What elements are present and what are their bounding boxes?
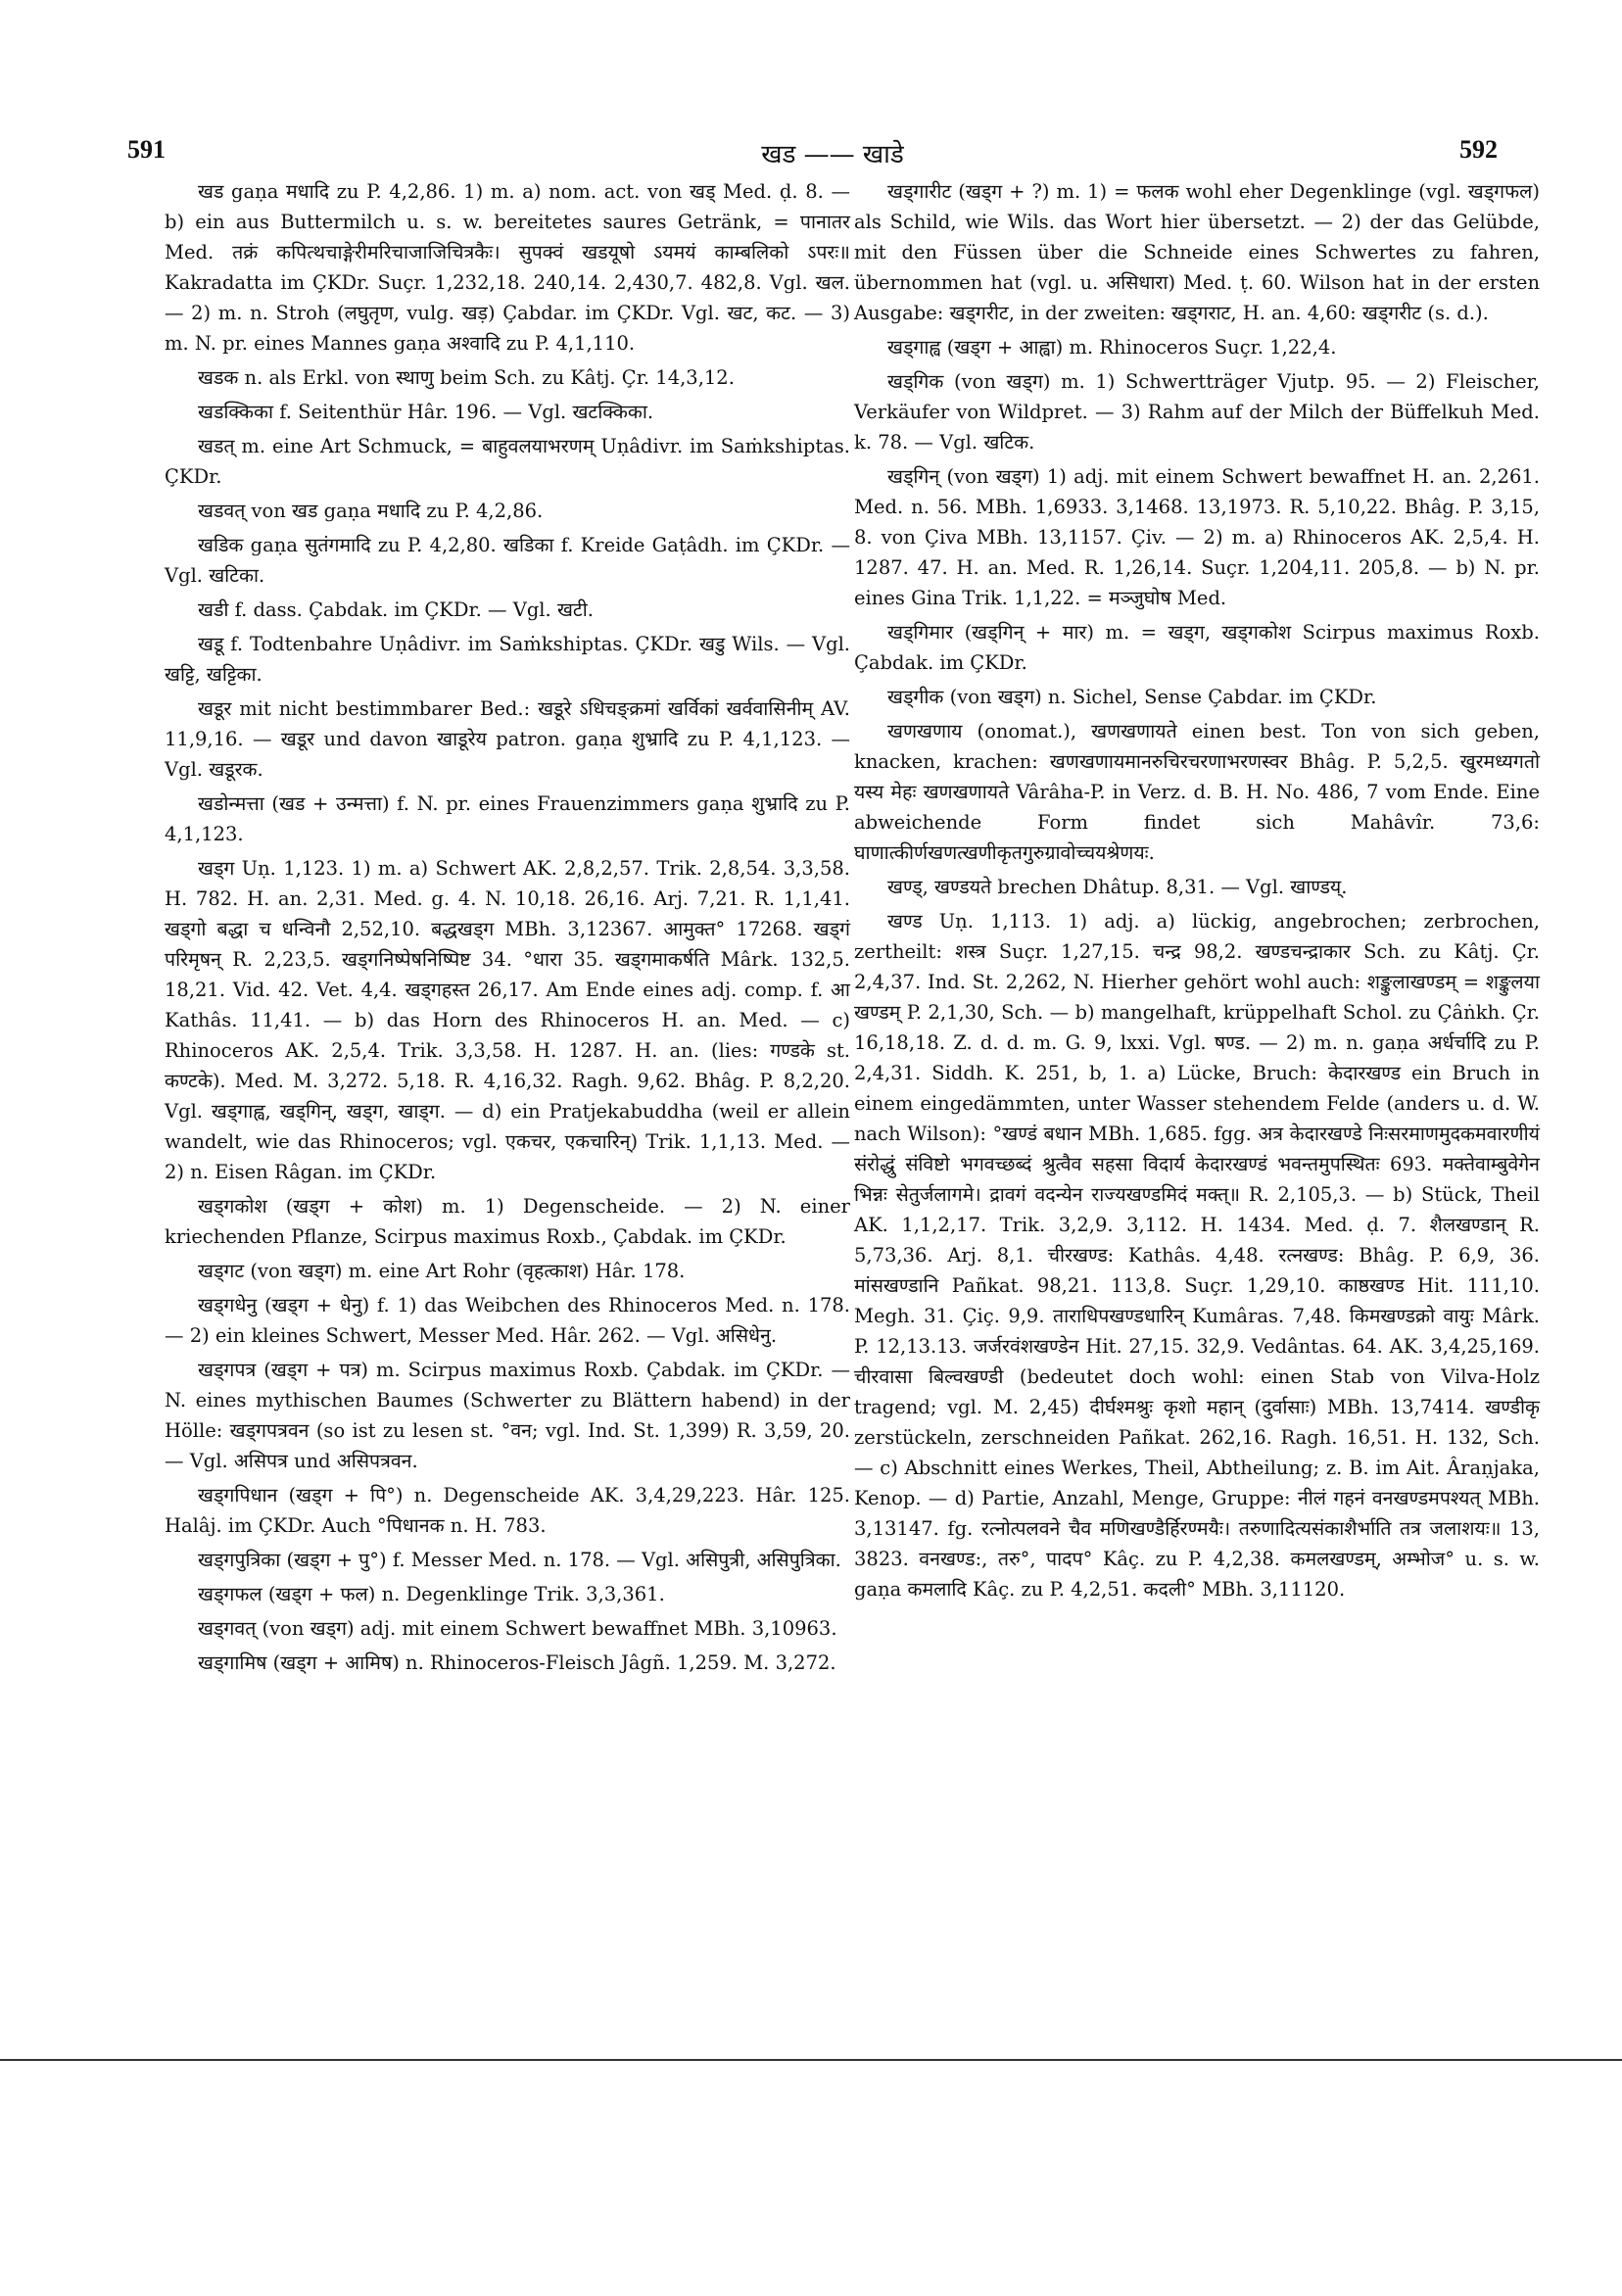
dictionary-entry: खड्गधेनु (खड्ग + धेनु) f. 1) das Weibchen des Rhinoceros Med. n. 178. — 2) ein kleines Schwert, Messer Med. Hâr. 262. — Vgl. असिधेनु. (165, 1294, 850, 1347)
dictionary-entry: खड्गिमार (खड्गिन् + मार) m. = खड्ग, खड्गकोश Scirpus maximus Roxb. Çabdak. im ÇKDr. (854, 621, 1540, 674)
dictionary-entry: खणखणाय (onomat.), खणखणायते einen best. Ton von sich geben, knacken, krachen: खणखणायमानरुचिरचरणाभरणस्वर Bhâg. P. 5,2,5. खुरमध्यगतो यस्य मेहः खणखणायते Vârâha-P. in Verz. d. B. H. No. 486, 7 vom Ende. Eine abweichende Form findet sich Mahâvîr. 73,6: घाणात्कीर्णखणत्खणीकृतगुरुग्रावोच्चयश्रेणयः. (854, 720, 1540, 864)
dictionary-entry: खड्गवत् (von खड्ग) adj. mit einem Schwert bewaffnet MBh. 3,10963. (198, 1617, 837, 1640)
dictionary-entry: खडोन्मत्ता (खड + उन्मत्ता) f. N. pr. eines Frauenzimmers gaṇa शुभ्रादि zu P. 4,1,123. (165, 792, 850, 845)
dictionary-entry: खड्गपुत्रिका (खड्ग + पु°) f. Messer Med. n. 178. — Vgl. असिपुत्री, असिपुत्रिका. (198, 1549, 841, 1571)
dictionary-entry: खड्गट (von खड्ग) m. eine Art Rohr (वृहत्काश) Hâr. 178. (198, 1260, 686, 1282)
dictionary-entry: खण्ड Uṇ. 1,113. 1) adj. a) lückig, angebrochen; zerbrochen, zertheilt: शस्त्र Suçr. 1,27,15. चन्द्र 98,2. खण्डचन्द्राकार Sch. zu Kâtj. Çr. 2,4,37. Ind. St. 2,262, N. Hierher gehört wohl auch: शङ्कुलाखण्डम् = शङ्कुलया खण्डम् P. 2,1,30, Sch. — b) mangelhaft, krüppelhaft Schol. zu Çâṅkh. Çr. 16,18,18. Z. d. d. m. G. 9, lxxi. Vgl. षण्ड. — 2) m. n. gaṇa अर्धर्चादि zu P. 2,4,31. Siddh. K. 251, b, 1. a) Lücke, Bruch: केदारखण्ड ein Bruch in einem eingedämmten, unter Wasser stehendem Felde (anders u. d. W. nach Wilson): °खण्डं बधान MBh. 1,685. fgg. अत्र केदारखण्डे निःसरमाणमुदकमवारणीयं संरोद्धुं संविष्टो भगवच्छब्दं श्रुत्वैव सहसा विदार्य केदारखण्डं भवन्तमुपस्थितः 693. मक्तेवाम्बुवेगेन भिन्नः सेतुर्जलागमे। द्रावगं वदन्येन राज्यखण्डमिदं मक्त्॥ R. 2,105,3. — b) Stück, Theil AK. 1,1,2,17. Trik. 3,2,9. 3,112. H. 1434. Med. ḍ. 7. शैलखण्डान् R. 5,73,36. Arj. 8,1. चीरखण्ड: Kathâs. 4,48. रत्नखण्ड: Bhâg. P. 6,9, 36. मांसखण्डानि Pañkat. 98,21. 113,8. Suçr. 1,29,10. काष्ठखण्ड Hit. 111,10. Megh. 31. Çiç. 9,9. ताराधिपखण्डधारिन् Kumâras. 7,48. किमखण्डक्रो वायुः Mârk. P. 12,13.13. जर्जरवंशखण्डेन Hit. 27,15. 32,9. Vedântas. 64. AK. 3,4,25,169. चीरवासा बिल्वखण्डी (bedeutet doch wohl: einen Stab von Vilva-Holz tragend; vgl. M. 2,45) दीर्घश्मश्रुः कृशो महान् (दुर्वासाः) MBh. 13,7414. खण्डीकृ zerstückeln, zerschneiden Pañkat. 262,16. Ragh. 16,51. H. 132, Sch. — c) Abschnitt eines Werkes, Theil, Abtheilung; z. B. im Ait. Âraṇjaka, Kenop. — d) Partie, Anzahl, Menge, Gruppe: नीलं गहनं वनखण्डमपश्यत् MBh. 3,13147. fg. रत्नोत्पलवने चैव मणिखण्डैर्हिरण्मयैः। तरुणादित्यसंकाशैर्भाति तत्र जलाशयः॥ 13, 3823. वनखण्ड:, तरु°, पादप° Kâç. zu P. 4,2,38. कमलखण्डम्, अम्भोज° u. s. w. gaṇa कमलादि Kâç. zu P. 4,2,51. कदली° MBh. 3,11120. (854, 910, 1540, 1601)
dictionary-entry: खड्गारीट (खड्ग + ?) m. 1) = फलक wohl eher Degenklinge (vgl. खड्गफल) als Schild, wie Wils. das Wort hier übersetzt. — 2) der das Gelübde, mit den Füssen über die Schneide eines Schwertes zu fahren, übernommen hat (vgl. u. असिधारा) Med. ṭ. 60. Wilson hat in der ersten Ausgabe: खड्गरीट, in der zweiten: खड्गराट, H. an. 4,60: खड्गरीट (s. d.). (854, 180, 1540, 324)
dictionary-entry: खड्गपत्र (खड्ग + पत्र) m. Scirpus maximus Roxb. Çabdak. im ÇKDr. — N. eines mythischen Baumes (Schwerter zu Blättern habend) in der Hölle: खड्गपत्रवन (so ist zu lesen st. °वन; vgl. Ind. St. 1,399) R. 3,59, 20. — Vgl. असिपत्र und असिपत्रवन. (165, 1359, 850, 1472)
dictionary-entry: खडक n. als Erkl. von स्थाणु beim Sch. zu Kâtj. Çr. 14,3,12. (198, 366, 735, 389)
dictionary-entry: खड्गपिधान (खड्ग + पि°) n. Degenscheide AK. 3,4,29,223. Hâr. 125. Halâj. im ÇKDr. Auch °पिधानक n. H. 783. (165, 1484, 850, 1537)
left-column (165, 176, 850, 1682)
dictionary-entry: खडूर mit nicht bestimmbarer Bed.: खडूरे ऽधिचङ्क्रमां खर्विकां खर्ववासिनीम् AV. 11,9,16. — खडूर und davon खाडूरेय patron. gaṇa शुभ्रादि zu P. 4,1,123. — Vgl. खडूरक. (165, 697, 850, 781)
dictionary-entry: खड्गफल (खड्ग + फल) n. Degenklinge Trik. 3,3,361. (198, 1583, 665, 1605)
right-column (854, 176, 1540, 1608)
dictionary-entry: खड्गिन् (von खड्ग) 1) adj. mit einem Schwert bewaffnet H. an. 2,261. Med. n. 56. MBh. 1,6933. 3,1468. 13,1973. R. 5,10,22. Bhâg. P. 3,15, 8. von Çiva MBh. 13,1157. Çiv. — 2) m. a) Rhinoceros AK. 2,5,4. H. 1287. 47. H. an. Med. R. 1,26,14. Suçr. 1,204,11. 205,8. — b) N. pr. eines Gina Trik. 1,1,22. = मञ्जुघोष Med. (854, 465, 1540, 609)
dictionary-entry: खड gaṇa मधादि zu P. 4,2,86. 1) m. a) nom. act. von खड् Med. ḍ. 8. — b) ein aus Buttermilch u. s. w. bereitetes saures Getränk, = पानातर Med. तक्रं कपित्थचाङ्गेरीमरिचाजाजिचित्रकैः। सुपक्वं खडयूषो ऽयमयं काम्बलिको ऽपरः॥ Kakradatta im ÇKDr. Suçr. 1,232,18. 240,14. 2,430,7. 482,8. Vgl. खल. — 2) m. n. Stroh (लघुतृण, vulg. खड़) Çabdar. im ÇKDr. Vgl. खट, कट. — 3) m. N. pr. eines Mannes gaṇa अश्वादि zu P. 4,1,110. (165, 180, 850, 355)
running-head: खड —— खाडे (761, 140, 904, 169)
dictionary-entry: खडक्किका f. Seitenthür Hâr. 196. — Vgl. खटक्किका. (198, 401, 654, 423)
dictionary-entry: खडत् m. eine Art Schmuck, = बाहुवलयाभरणम् Uṇâdivr. im Saṁkshiptas. ÇKDr. (165, 435, 850, 488)
dictionary-entry: खडिक gaṇa सुतंगमादि zu P. 4,2,80. खडिका f. Kreide Gaṭâdh. im ÇKDr. — Vgl. खटिका. (165, 534, 850, 587)
dictionary-entry: खड्गिक (von खड्ग) m. 1) Schwertträger Vjutp. 95. — 2) Fleischer, Verkäufer von Wildpret. — 3) Rahm auf der Milch der Büffelkuh Med. k. 78. — Vgl. खटिक. (854, 370, 1540, 454)
dictionary-entry: खडवत् von खड gaṇa मधादि zu P. 4,2,86. (198, 500, 544, 522)
page-header (0, 135, 1622, 174)
page-number-right: 592 (1459, 135, 1498, 164)
dictionary-entry: खण्ड्, खण्डयते brechen Dhâtup. 8,31. — Vgl. खाण्डय्. (887, 876, 1348, 898)
dictionary-entry: खड्गकोश (खड्ग + कोश) m. 1) Degenscheide. — 2) N. einer kriechenden Pflanze, Scirpus maximus Roxb., Çabdak. im ÇKDr. (165, 1195, 850, 1248)
page-number-left: 591 (127, 135, 166, 164)
dictionary-entry: खड्गामिष (खड्ग + आमिष) n. Rhinoceros-Fleisch Jâgñ. 1,259. M. 3,272. (198, 1651, 836, 1674)
dictionary-entry: खड्ग Uṇ. 1,123. 1) m. a) Schwert AK. 2,8,2,57. Trik. 2,8,54. 3,3,58. H. 782. H. an. 2,31. Med. g. 4. N. 10,18. 26,16. Arj. 7,21. R. 1,1,41. खड्गो बद्धा च धन्विनौ 2,52,10. बद्धखड्ग MBh. 3,12367. आमुक्त° 17268. खड्गं परिमृषन् R. 2,23,5. खड्गनिष्पेषनिष्पिष्ट 34. °धारा 35. खड्गमाकर्षति Mârk. 132,5. 18,21. Vid. 42. Vet. 4,4. खड्गहस्त 26,17. Am Ende eines adj. comp. f. आ Kathâs. 11,41. — b) das Horn des Rhinoceros H. an. Med. — c) Rhinoceros AK. 2,5,4. Trik. 3,3,58. H. 1287. H. an. (lies: गण्डके st. कण्टके). Med. M. 3,272. 5,18. R. 4,16,32. Ragh. 9,62. Bhâg. P. 8,2,20. Vgl. खड्गाह्व, खड्गिन्, खड्ग, खाड्ग. — d) ein Pratjekabuddha (weil er allein wandelt, wie das Rhinoceros; vgl. एकचर, एकचारिन्) Trik. 1,1,13. Med. — 2) n. Eisen Râgan. im ÇKDr. (165, 857, 850, 1183)
dictionary-entry: खड्गाह्व (खड्ग + आह्वा) m. Rhinoceros Suçr. 1,22,4. (887, 336, 1337, 359)
dictionary-entry: खडी f. dass. Çabdak. im ÇKDr. — Vgl. खटी. (198, 598, 594, 621)
bottom-rule (0, 2059, 1622, 2061)
dictionary-entry: खड्गीक (von खड्ग) n. Sichel, Sense Çabdar. im ÇKDr. (887, 686, 1377, 708)
dictionary-entry: खडू f. Todtenbahre Uṇâdivr. im Saṁkshiptas. ÇKDr. खडु Wils. — Vgl. खट्टि, खट्टिका. (165, 633, 850, 686)
